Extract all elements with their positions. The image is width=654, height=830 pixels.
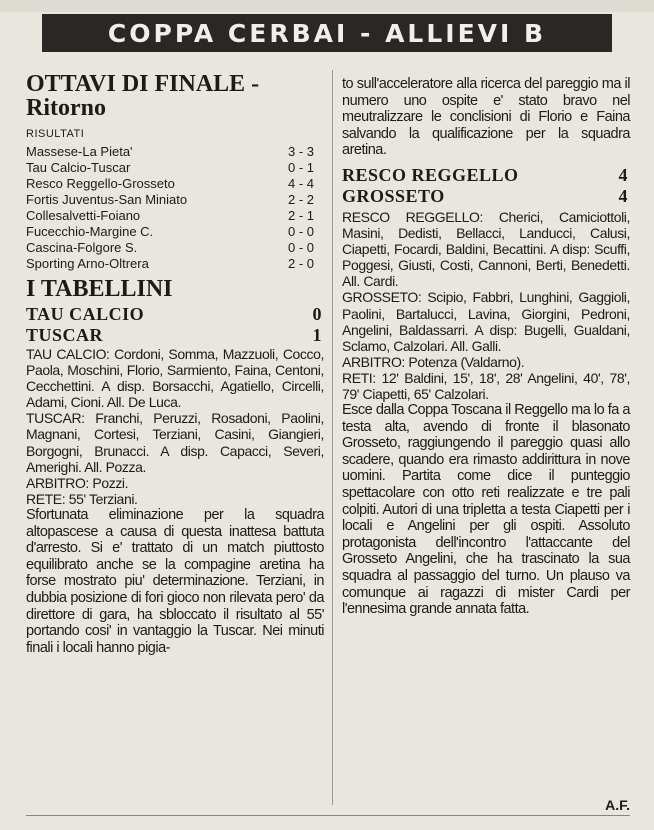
match1-away-lineup: TUSCAR: Franchi, Peruzzi, Rosadoni, Paolini, Magnani, Cortesi, Terziani, Casini, Giangieri, Borgogni, Brunacci. A disp. Capacci, Severi, Amerighi. All. Pozza. — [26, 410, 324, 475]
result-row — [26, 176, 324, 192]
match1-away-score: 1 — [312, 325, 322, 345]
match1-details — [26, 346, 324, 507]
match1-home-team: TAU CALCIO — [26, 304, 145, 324]
left-column — [26, 72, 324, 656]
result-match: Fucecchio-Margine C. — [26, 224, 154, 239]
match2-home-row — [342, 165, 630, 186]
round-subtitle: Ritorno — [26, 95, 106, 121]
right-column — [342, 76, 630, 618]
result-match: Tau Calcio-Tuscar — [26, 160, 131, 175]
result-row — [26, 240, 324, 256]
match1-away-team: TUSCAR — [26, 325, 104, 345]
result-match: Massese-La Pieta' — [26, 144, 133, 159]
result-score: 4 - 4 — [288, 176, 315, 191]
result-score: 0 - 0 — [288, 240, 315, 255]
author-signature: A.F. — [605, 797, 630, 813]
column-separator — [332, 70, 333, 805]
result-score: 0 - 1 — [288, 160, 315, 175]
match2-away-row — [342, 186, 630, 207]
match2-goals: RETI: 12' Baldini, 15', 18', 28' Angelini, 40', 78', 79' Ciapetti, 65' Calzolari. — [342, 369, 630, 402]
result-score: 2 - 0 — [288, 256, 315, 271]
match2-away-team: GROSSETO — [342, 185, 445, 206]
match1-referee: ARBITRO: Pozzi. — [26, 474, 129, 491]
result-row — [26, 256, 324, 272]
match1-goal: RETE: 55' Terziani. — [26, 490, 138, 507]
result-row — [26, 208, 324, 224]
result-score: 0 - 0 — [288, 224, 315, 239]
bottom-rule — [26, 815, 630, 816]
result-match: Fortis Juventus-San Miniato — [26, 192, 188, 207]
result-score: 3 - 3 — [288, 144, 315, 159]
result-match: Resco Reggello-Grosseto — [26, 176, 175, 191]
result-score: 2 - 1 — [288, 208, 315, 223]
match1-report-continued: to sull'acceleratore alla ricerca del pareggio ma il numero uno ospite e' stato bravo nel meutralizzare le conclisioni di Florio e Faina salvando la qualificazione per la squadra aretina. — [342, 76, 630, 159]
round-title: OTTAVI DI FINALE - — [26, 71, 260, 97]
result-match: Sporting Arno-Oltrera — [26, 256, 149, 271]
result-row — [26, 192, 324, 208]
result-row — [26, 224, 324, 240]
section-banner: COPPA CERBAI - ALLIEVI B — [42, 14, 612, 52]
result-row — [26, 160, 324, 176]
result-row — [26, 144, 324, 160]
match2-report: Esce dalla Coppa Toscana il Reggello ma lo fa a testa alta, avendo di fronte il blasonato Grosseto, raggiungendo il pareggio quasi allo scadere, quando era rimasto addirittura in nove uomini. Partita come dice il punteggio spettacolare con otto reti realizzate e tre pali colpiti. Autori di una tripletta a testa Ciapetti per i locali e Angelini per gli ospiti. Assoluto protagonista dell'incontro l'attaccante del Grosseto Angelini, che ha trascinato la sua squadra al passaggio del turno. Un plauso va comunque ai ragazzi di mister Cardi per l'ennesima grande annata fatta. — [342, 402, 630, 618]
result-match: Cascina-Folgore S. — [26, 240, 138, 255]
match2-away-lineup: GROSSETO: Scipio, Fabbri, Lunghini, Gaggioli, Paolini, Bartalucci, Lavina, Giorgini, Pedroni, Angelini, Baldassarri. A disp: Bugelli, Gualdani, Sclamo, Calzolari. All. Galli. — [342, 289, 630, 354]
match1-report: Sfortunata eliminazione per la squadra altopascese a causa di questa inattesa battuta d'arresto. Si e' trattato di un match piuttosto equilibrato anche se la compagine aretina ha forse mostrato piu' determinazione. Terziani, in dubbia posizione di fori gioco non rilevata pero' da direttore di gara, ha sbloccato il risultato al 55' portando cosi' in vantaggio la Tuscar. Nei minuti finali i locali hanno pigia- — [26, 506, 324, 656]
match2-details — [342, 209, 630, 402]
match1-home-lineup: TAU CALCIO: Cordoni, Somma, Mazzuoli, Cocco, Paola, Moschini, Florio, Sarmiento, Faina, Centoni, Cecchettini. A disp. Borsacchi, Agatiello, Circelli, Adami, Cioni. All. De Luca. — [26, 346, 324, 411]
match2-referee: ARBITRO: Potenza (Valdarno). — [342, 353, 525, 370]
result-score: 2 - 2 — [288, 192, 315, 207]
results-label: RISULTATI — [26, 128, 85, 140]
results-list — [26, 144, 324, 272]
match1-away-row — [26, 325, 324, 346]
match1-home-row — [26, 304, 324, 325]
match2-home-lineup: RESCO REGGELLO: Cherici, Camiciottoli, Masini, Dedisti, Bellacci, Landucci, Calusi, Ciapetti, Focardi, Baldini, Becattini. A disp: Scuffi, Poggesi, Giusti, Costi, Cannoni, Berti, Benedetti. All. Cardi. — [342, 208, 630, 290]
previous-article-strip — [0, 0, 654, 12]
result-match: Collesalvetti-Foiano — [26, 208, 141, 223]
match2-away-score: 4 — [618, 185, 628, 206]
match2-home-team: RESCO REGGELLO — [342, 164, 519, 185]
match1-home-score: 0 — [312, 304, 322, 324]
tabellini-heading: I TABELLINI — [26, 276, 173, 302]
match2-home-score: 4 — [618, 164, 628, 185]
